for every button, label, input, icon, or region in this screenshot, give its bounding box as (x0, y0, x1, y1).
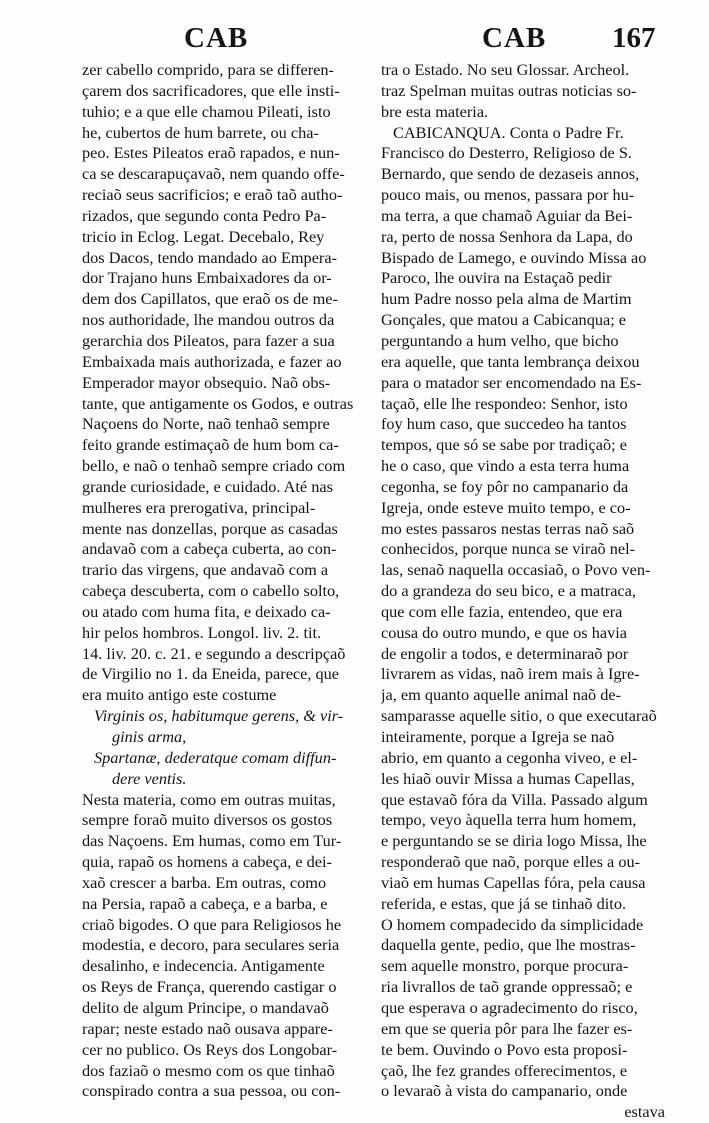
text-line: ginis arma, (112, 727, 187, 746)
text-line: das Naçoens. Em humas, como em Tur- (82, 831, 342, 851)
text-line: bello, e naõ o tenhaõ sempre criado com (82, 456, 346, 476)
text-line: ma terra, a que chamaõ Aguiar da Bei- (381, 205, 633, 225)
text-line: Naçoens do Norte, naõ tenhaõ sempre (82, 414, 330, 434)
text-line: cabeça descuberta, com o cabello solto, (82, 581, 340, 601)
text-line: CABICANQUA. Conta o Padre Fr. (393, 122, 624, 142)
text-line: Emperador mayor obsequio. Naõ obs- (82, 372, 331, 392)
text-line: criaõ bigodes. O que para Religiosos he (82, 914, 342, 934)
text-line: inteiramente, porque a Igreja se naõ (381, 727, 615, 746)
text-line: rapar; neste estado naõ ousava appare- (82, 1018, 333, 1038)
text-line: Nesta materia, como em outras muitas, (82, 789, 336, 809)
text-line: de engolir a todos, e determinaraõ por (381, 643, 629, 663)
page-number: 167 (612, 22, 656, 54)
text-line: dem dos Capillatos, que eraõ os de me- (82, 289, 338, 309)
text-line: hir pelos hombros. Longol. liv. 2. tit. (82, 622, 322, 642)
text-line: os Reys de França, querendo castigar o (82, 977, 337, 997)
text-line: dor Trajano huns Embaixadores da or- (82, 268, 332, 288)
text-line: responderaõ que naõ, porque elles a ou- (381, 852, 641, 872)
text-line: delito de algum Principe, o mandavaõ (82, 997, 329, 1017)
text-line: rizados, que segundo conta Pedro Pa- (82, 205, 327, 225)
right-text-column (381, 60, 667, 1123)
text-line: Paroco, lhe ouvira na Estaçaõ pedir (381, 268, 612, 288)
text-line: dere ventis. (112, 768, 187, 788)
left-text-column (82, 60, 366, 1102)
text-line: nos authoridade, lhe mandou outros da (82, 310, 335, 330)
text-line: dos faziaõ o mesmo com os que tinhaõ (82, 1060, 335, 1080)
text-line: cousa do outro mundo, e que os havia (381, 622, 627, 642)
text-line: conspirado contra a sua pessoa, ou con- (82, 1081, 341, 1101)
text-line: abrio, em quanto a cegonha viveo, e el- (381, 747, 638, 767)
text-line: he o caso, que vindo a esta terra huma (381, 456, 630, 476)
text-line: taçaõ, elle lhe respondeo: Senhor, isto (381, 393, 628, 413)
text-line: 14. liv. 20. c. 21. e segundo a descripçaõ (82, 643, 346, 663)
text-line: he, cubertos de hum barrete, ou cha- (82, 122, 319, 142)
text-line: ou atado com huma fita, e deixado ca- (82, 601, 331, 621)
text-line: xaõ crescer a barba. Em outras, como (82, 872, 327, 892)
running-head-right: CAB (482, 22, 547, 54)
text-line: tempo, veyo àquella terra hum homem, (381, 810, 637, 830)
text-line: em que se queria pôr para lhe fazer es- (381, 1018, 633, 1038)
text-line: gerarchia dos Pileatos, para fazer a sua (82, 330, 335, 350)
text-line: quia, rapaõ os homens a cabeça, e dei- (82, 852, 332, 872)
text-line: Virginis os, habitumque gerens, & vir- (94, 706, 344, 726)
text-line: tra o Estado. No seu Glossar. Archeol. (381, 60, 630, 79)
text-line: referida, e estas, que já se tinhaõ dito. (381, 893, 627, 913)
text-line: samparasse aquelle sitio, o que executaraõ (381, 706, 657, 726)
text-line: do a grandeza do seu bico, e a matraca, (381, 581, 636, 601)
page-header (0, 22, 709, 62)
text-line: ria livrallos de taõ grande oppressaõ; e (381, 977, 633, 997)
text-line: que estavaõ fóra da Villa. Passado algum (381, 789, 648, 809)
text-line: ra, perto de nossa Senhora da Lapa, do (381, 226, 633, 246)
text-line: tuhio; e a que elle chamou Pileati, isto (82, 101, 331, 121)
text-line: bre esta materia. (381, 101, 489, 121)
text-line: sempre foraõ muito diversos os gostos (82, 810, 333, 830)
text-line: las, senaõ naquella occasiaõ, o Povo ven- (381, 560, 651, 580)
text-line: zer cabello comprido, para se differen- (82, 60, 334, 79)
text-line: feito grande estimaçaõ de hum bom ca- (82, 435, 339, 455)
text-line: dos Dacos, tendo mandado ao Empera- (82, 247, 337, 267)
text-line: O homem compadecido da simplicidade (381, 914, 644, 934)
text-line: o levaraõ à vista do campanario, onde (381, 1081, 628, 1101)
text-line: Bispado de Lamego, e ouvindo Missa ao (381, 247, 647, 267)
text-line: peo. Estes Pileatos eraõ rapados, e nun- (82, 143, 340, 163)
text-line: grande curiosidade, e cuidado. Até nas (82, 476, 333, 496)
text-line: reciaõ seus sacrificios; e eraõ taõ autho- (82, 185, 343, 205)
text-line: andavaõ com a cabeça cuberta, ao con- (82, 539, 337, 559)
text-line: çarem dos sacrificadores, que elle insti- (82, 80, 340, 100)
text-line: Bernardo, que sendo de dezaseis annos, (381, 164, 640, 184)
text-line: para o matador ser encomendado na Es- (381, 372, 642, 392)
text-line: perguntando a hum velho, que bicho (381, 330, 619, 350)
catchword: estava (624, 1102, 665, 1122)
text-line: tante, que antigamente os Godos, e outras (82, 393, 354, 413)
text-line: era aquelle, que tanta lembrança deixou (381, 351, 640, 371)
text-line: traz Spelman muitas outras noticias so- (381, 80, 637, 100)
text-line: hum Padre nosso pela alma de Martim (381, 289, 632, 309)
text-line: Embaixada mais authorizada, e fazer ao (82, 351, 342, 371)
text-line: daquella gente, pedio, que lhe mostras- (381, 935, 636, 955)
text-line: que esperava o agradecimento do risco, (381, 997, 638, 1017)
text-line: cer no publico. Os Reys dos Longobar- (82, 1039, 338, 1059)
text-line: Gonçales, que matou a Cabicanqua; e (381, 310, 627, 330)
text-line: ja, em quanto aquelle animal naõ de- (381, 685, 622, 705)
text-line: desalinho, e indecencia. Antigamente (82, 956, 325, 976)
text-line: que com elle fazia, entendeo, que era (381, 601, 623, 621)
text-line: tricio in Eclog. Legat. Decebalo, Rey (82, 226, 325, 246)
text-line: modestia, e decoro, para seculares seria (82, 935, 340, 955)
text-line: sem aquelle monstro, porque procura- (381, 956, 629, 976)
text-line: ca se descarapuçavaõ, nem quando offe- (82, 164, 345, 184)
text-line: Igreja, onde esteve muito tempo, e co- (381, 497, 631, 517)
text-line: les hiaõ ouvir Missa a humas Capellas, (381, 768, 635, 788)
running-head-left: CAB (184, 22, 249, 54)
text-line: foy hum caso, que succedeo ha tantos (381, 414, 627, 434)
text-line: na Persia, rapaõ a cabeça, e a barba, e (82, 893, 328, 913)
text-line: mulheres era prerogativa, principal- (82, 497, 316, 517)
text-line: e perguntando se se diria logo Missa, lhe (381, 831, 647, 851)
text-line: conhecidos, porque nunca se viraõ nel- (381, 539, 636, 559)
text-line: te bem. Ouvindo o Povo esta proposi- (381, 1039, 628, 1059)
text-line: çaõ, lhe fez grandes offerecimentos, e (381, 1060, 628, 1080)
text-line: cegonha, se foy pôr no campanario da (381, 476, 629, 496)
text-line: Spartanæ, dederatque comam diffun- (94, 747, 337, 767)
text-line: trario das virgens, que andavaõ com a (82, 560, 329, 580)
text-line: livrarem as vidas, naõ irem mais à Igre- (381, 664, 640, 684)
text-line: mente nas donzellas, porque as casadas (82, 518, 338, 538)
text-line: viaõ em humas Capellas fóra, pela causa (381, 872, 646, 892)
text-line: mo estes passaros nestas terras naõ saõ (381, 518, 635, 538)
text-line: tempos, que só se sabe por tradiçaõ; e (381, 435, 627, 455)
text-line: pouco mais, ou menos, passara por hu- (381, 185, 635, 205)
text-line: Francisco do Desterro, Religioso de S. (381, 143, 632, 163)
text-line: era muito antigo este costume (82, 685, 277, 705)
text-line: de Virgilio no 1. da Eneida, parece, que (82, 664, 340, 684)
